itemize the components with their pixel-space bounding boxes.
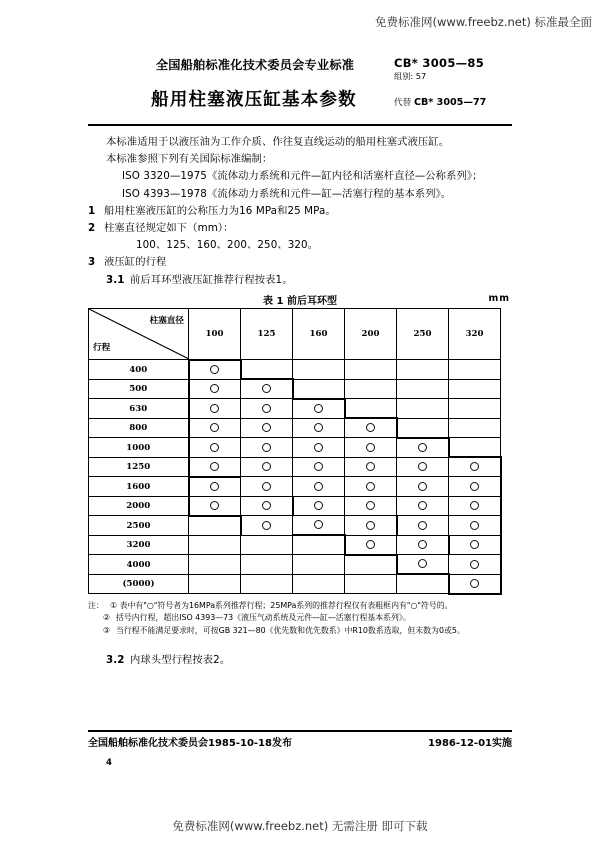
mark-cell bbox=[189, 555, 241, 575]
table-row bbox=[89, 535, 501, 555]
committee-name: 全国船舶标准化技术委员会专业标准 bbox=[155, 58, 355, 72]
clause-3-1 bbox=[88, 272, 512, 288]
notes-title: 注： bbox=[88, 600, 104, 610]
mark-cell bbox=[241, 516, 293, 536]
clause-3-number: 3 bbox=[88, 256, 96, 269]
mark-cell bbox=[293, 360, 345, 380]
replaces-label: 代替 bbox=[394, 98, 412, 108]
table-notes bbox=[88, 600, 512, 638]
row-stroke-label: 3200 bbox=[89, 535, 189, 555]
table-row bbox=[89, 516, 501, 536]
mark-cell bbox=[397, 457, 449, 477]
clause-3-2-text: 内球头型行程按表2。 bbox=[130, 653, 231, 666]
table-body bbox=[89, 308, 501, 594]
mark-cell bbox=[397, 399, 449, 419]
table-row bbox=[89, 418, 501, 438]
mark-cell bbox=[241, 457, 293, 477]
mark-cell bbox=[397, 477, 449, 497]
row-stroke-label: 2000 bbox=[89, 496, 189, 516]
row-stroke-label: 1250 bbox=[89, 457, 189, 477]
note-text: 表中有"○"符号者为16MPa系列推荐行程；25MPa系列的推荐行程仅有表粗框内有"○"符号的。 bbox=[119, 600, 453, 610]
note-text: 当行程不能满足要求时，可按GB 321—80《优先数和优先数系》中R10数系选取，但末数为0或5。 bbox=[116, 626, 465, 636]
mark-cell bbox=[345, 516, 397, 536]
mark-cell bbox=[397, 574, 449, 594]
row-stroke-label: 4000 bbox=[89, 555, 189, 575]
reference-intro: 本标准参照下列有关国际标准编制： bbox=[106, 153, 273, 166]
mark-cell bbox=[345, 399, 397, 419]
mark-cell bbox=[345, 496, 397, 516]
bottom-watermark: 免费标准网(www.freebz.net) 无需注册 即可下载 bbox=[172, 819, 428, 833]
mark-cell bbox=[345, 477, 397, 497]
mark-cell bbox=[449, 379, 501, 399]
clause-2-text: 柱塞直径规定如下（mm）： bbox=[104, 222, 234, 235]
mark-cell bbox=[293, 477, 345, 497]
mark-cell bbox=[397, 360, 449, 380]
replaces-code: CB* 3005—77 bbox=[413, 97, 487, 108]
clause-1-text: 船用柱塞液压缸的公称压力为16 MPa和25 MPa。 bbox=[104, 204, 336, 217]
mark-cell bbox=[241, 535, 293, 555]
column-header: 160 bbox=[293, 308, 345, 360]
mark-cell bbox=[241, 574, 293, 594]
mark-cell bbox=[241, 379, 293, 399]
top-watermark: 免费标准网(www.freebz.net) 标准最全面 bbox=[375, 15, 592, 29]
footer-rule bbox=[88, 730, 512, 732]
table-row bbox=[89, 555, 501, 575]
table-caption: 表 1 前后耳环型 bbox=[263, 295, 337, 307]
mark-cell bbox=[449, 535, 501, 555]
mark-cell bbox=[189, 516, 241, 536]
mark-cell bbox=[293, 418, 345, 438]
mark-cell bbox=[449, 477, 501, 497]
mark-cell bbox=[189, 379, 241, 399]
mark-cell bbox=[397, 516, 449, 536]
table-row bbox=[89, 496, 501, 516]
mark-cell bbox=[345, 438, 397, 458]
mark-cell bbox=[449, 457, 501, 477]
standard-code: CB* 3005—85 bbox=[394, 56, 485, 70]
page-number: 4 bbox=[106, 758, 112, 768]
mark-cell bbox=[241, 477, 293, 497]
mark-cell bbox=[293, 555, 345, 575]
column-header: 320 bbox=[449, 308, 501, 360]
note-item bbox=[88, 600, 512, 613]
mark-cell bbox=[449, 555, 501, 575]
mark-cell bbox=[449, 360, 501, 380]
page-title: 船用柱塞液压缸基本参数 bbox=[151, 90, 357, 110]
note-label: ③ bbox=[102, 626, 110, 636]
corner-row-label: 行程 bbox=[93, 343, 111, 354]
clause-1-number: 1 bbox=[88, 204, 96, 217]
scope-paragraph: 本标准适用于以液压油为工作介质、作往复直线运动的船用柱塞式液压缸。 bbox=[106, 136, 450, 148]
mark-cell bbox=[345, 574, 397, 594]
table-row bbox=[89, 477, 501, 497]
mark-cell bbox=[293, 516, 345, 536]
mark-cell bbox=[293, 574, 345, 594]
standard-sheet bbox=[88, 44, 512, 786]
mark-cell bbox=[293, 457, 345, 477]
footer-issuer: 全国船舶标准化技术委员会1985-10-18发布 bbox=[88, 738, 292, 749]
column-header: 200 bbox=[345, 308, 397, 360]
note-label: ① bbox=[110, 600, 118, 610]
clause-3-text: 液压缸的行程 bbox=[104, 256, 167, 269]
mark-cell bbox=[397, 438, 449, 458]
mark-cell bbox=[241, 555, 293, 575]
corner-column-label: 柱塞直径 bbox=[149, 315, 184, 326]
table-row bbox=[89, 379, 501, 399]
mark-cell bbox=[449, 418, 501, 438]
mark-cell bbox=[293, 496, 345, 516]
table-row bbox=[89, 399, 501, 419]
note-item bbox=[88, 625, 512, 638]
iso-ref-2: ISO 4393—1978《流体动力系统和元件—缸—活塞行程的基本系列》。 bbox=[122, 187, 452, 200]
footer-effective: 1986-12-01实施 bbox=[428, 738, 512, 749]
mark-cell bbox=[449, 399, 501, 419]
mark-cell bbox=[293, 438, 345, 458]
mark-cell bbox=[449, 516, 501, 536]
row-stroke-label: 1600 bbox=[89, 477, 189, 497]
mark-cell bbox=[293, 535, 345, 555]
mark-cell bbox=[241, 496, 293, 516]
mark-cell bbox=[189, 457, 241, 477]
clause-2-values: 100、125、160、200、250、320。 bbox=[136, 239, 319, 252]
mark-cell bbox=[397, 379, 449, 399]
clause-3-2-wrap bbox=[88, 652, 512, 668]
row-stroke-label: 1000 bbox=[89, 438, 189, 458]
mark-cell bbox=[345, 379, 397, 399]
note-text: 括号内行程，超出ISO 4393—73《液压气动系统及元件—缸—活塞行程基本系列》。 bbox=[116, 613, 411, 623]
mark-cell bbox=[189, 535, 241, 555]
table-row bbox=[89, 574, 501, 594]
mark-cell bbox=[189, 360, 241, 380]
mark-cell bbox=[345, 535, 397, 555]
mark-cell bbox=[397, 535, 449, 555]
clause-1 bbox=[88, 203, 512, 219]
row-stroke-label: 800 bbox=[89, 418, 189, 438]
mark-cell bbox=[241, 360, 293, 380]
row-stroke-label: 2500 bbox=[89, 516, 189, 536]
note-item bbox=[88, 612, 512, 625]
clause-3-2-number: 3.2 bbox=[106, 653, 125, 666]
mark-cell bbox=[189, 496, 241, 516]
mark-cell bbox=[345, 457, 397, 477]
mark-cell bbox=[293, 399, 345, 419]
header-rule bbox=[88, 124, 512, 126]
mark-cell bbox=[189, 574, 241, 594]
table-row bbox=[89, 360, 501, 380]
replaces-line bbox=[394, 96, 486, 108]
row-stroke-label: 500 bbox=[89, 379, 189, 399]
mark-cell bbox=[345, 555, 397, 575]
iso-ref-1: ISO 3320—1975《流体动力系统和元件—缸内径和活塞杆直径—公称系列》； bbox=[122, 170, 483, 183]
mark-cell bbox=[189, 438, 241, 458]
mark-cell bbox=[397, 418, 449, 438]
column-header: 250 bbox=[397, 308, 449, 360]
mark-cell bbox=[345, 360, 397, 380]
column-header: 125 bbox=[241, 308, 293, 360]
mark-cell bbox=[397, 555, 449, 575]
row-stroke-label: (5000) bbox=[89, 574, 189, 594]
mark-cell bbox=[449, 496, 501, 516]
mark-cell bbox=[189, 399, 241, 419]
clause-2-number: 2 bbox=[88, 222, 96, 235]
clause-3 bbox=[88, 254, 512, 270]
table-header-row bbox=[89, 308, 501, 360]
mark-cell bbox=[449, 574, 501, 594]
mark-cell bbox=[241, 399, 293, 419]
table-unit: mm bbox=[488, 292, 510, 304]
mark-cell bbox=[449, 438, 501, 458]
document-footer bbox=[88, 734, 512, 752]
document-body bbox=[88, 134, 512, 669]
mark-cell bbox=[189, 477, 241, 497]
document-header bbox=[88, 44, 512, 122]
mark-cell bbox=[241, 438, 293, 458]
mark-cell bbox=[293, 379, 345, 399]
group-number: 组别: 57 bbox=[394, 71, 427, 81]
note-label: ② bbox=[102, 613, 110, 623]
clause-3-2 bbox=[88, 652, 512, 668]
mark-cell bbox=[189, 418, 241, 438]
mark-cell bbox=[397, 496, 449, 516]
clause-2 bbox=[88, 220, 512, 236]
table-corner-cell bbox=[89, 308, 189, 360]
mark-cell bbox=[345, 418, 397, 438]
row-stroke-label: 630 bbox=[89, 399, 189, 419]
mark-cell bbox=[241, 418, 293, 438]
column-header: 100 bbox=[189, 308, 241, 360]
clause-3-1-number: 3.1 bbox=[106, 273, 125, 286]
row-stroke-label: 400 bbox=[89, 360, 189, 380]
table-caption-row bbox=[88, 292, 512, 308]
table-row bbox=[89, 457, 501, 477]
table-row bbox=[89, 438, 501, 458]
clause-3-1-text: 前后耳环型液压缸推荐行程按表1。 bbox=[130, 273, 293, 286]
stroke-diameter-table bbox=[88, 308, 502, 595]
